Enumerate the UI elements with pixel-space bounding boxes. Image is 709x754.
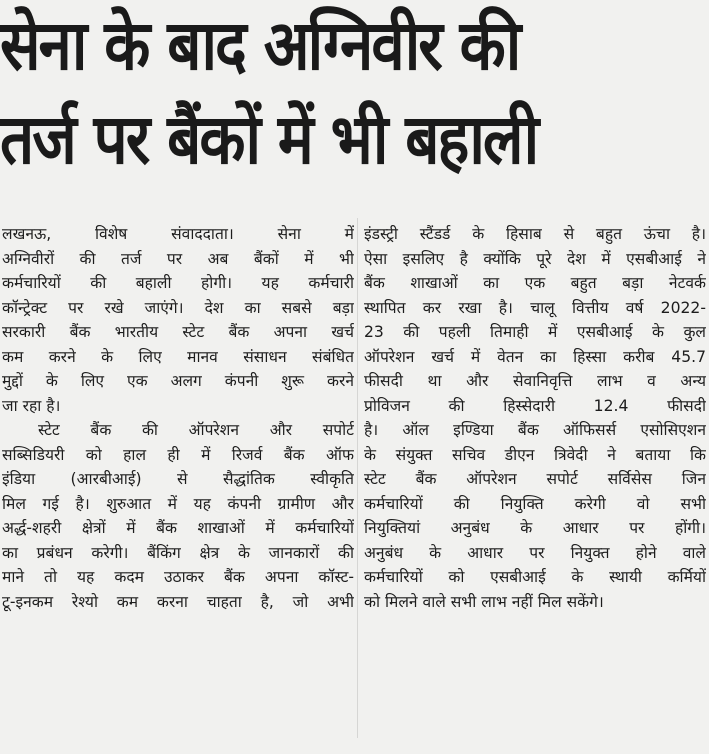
article-line: के संयुक्त सचिव डीएन त्रिवेदी ने बताया कि [364,445,706,464]
article-right-column [364,222,706,614]
article-line: सरकारी बैंक भारतीय स्टेट बैंक अपना खर्च [2,323,354,341]
article-left-column [2,222,354,614]
article-line: माने तो यह कदम उठाकर बैंक अपना कॉस्ट- [2,568,354,586]
article-line: 23 की पहली तिमाही में एसबीआई के कुल [364,323,706,341]
article-line: ऐसा इसलिए है क्योंकि पूरे देश में एसबीआई ने [364,249,706,268]
article-line: है। ऑल इण्डिया बैंक ऑफिसर्स एसोसिएशन [364,421,706,439]
article-line: स्थापित कर रखा है। चालू वित्तीय वर्ष 2022- [364,298,706,317]
column-divider [357,218,358,738]
article-line: टू-इनकम रेश्यो कम करना चाहता है, जो अभी [2,592,354,611]
article-line: कॉन्ट्रेक्ट पर रखे जाएंगे। देश का सबसे बड़ा [2,298,354,317]
article-line: इंडिया (आरबीआई) से सैद्धांतिक स्वीकृति [2,470,354,488]
article-line: नियुक्तियां अनुबंध के आधार पर होंगी। [364,519,706,537]
article-line: कर्मचारियों की नियुक्ति करेगी वो सभी [364,494,706,513]
article-line: फीसदी था और सेवानिवृत्ति लाभ व अन्य [364,372,706,390]
article-line: अर्द्ध-शहरी क्षेत्रों में बैंक शाखाओं में कर्मचारियों [2,519,354,537]
article-line: का प्रबंधन करेगी। बैंकिंग क्षेत्र के जानकारों की [2,543,354,562]
article-line: बैंक शाखाओं का एक बहुत बड़ा नेटवर्क [364,274,706,292]
article-line: स्टेट बैंक ऑपरेशन सपोर्ट सर्विसेस जिन [364,470,706,488]
article-line: लखनऊ, विशेष संवाददाता। सेना में [2,225,354,243]
article-line: स्टेट बैंक की ऑपरेशन और सपोर्ट [38,421,354,439]
headline-line-2: तर्ज पर बैंकों में भी बहाली [0,99,538,181]
article-line: प्रोविजन की हिस्सेदारी 12.4 फीसदी [364,396,706,415]
article-line: कम करने के लिए मानव संसाधन संबंधित [2,347,354,366]
article-line: अनुबंध के आधार पर नियुक्त होने वाले [364,543,706,562]
article-line: अग्निवीरों की तर्ज पर अब बैंकों में भी [2,249,354,268]
article-line: को मिलने वाले सभी लाभ नहीं मिल सकेंगे। [364,592,604,611]
article-line: कर्मचारियों को एसबीआई के स्थायी कर्मियों [364,568,706,586]
article-line: इंडस्ट्री स्टैंडर्ड के हिसाब से बहुत ऊंचा है। [364,225,706,243]
article-line: कर्मचारियों की बहाली होगी। यह कर्मचारी [2,274,354,292]
article-line: सब्सिडियरी को हाल ही में रिजर्व बैंक ऑफ [2,445,354,464]
article-line: मिल गई है। शुरुआत में यह कंपनी ग्रामीण और [2,494,354,513]
article-line: मुद्दों के लिए एक अलग कंपनी शुरू करने [2,372,354,390]
article-line: ऑपरेशन खर्च में वेतन का हिस्सा करीब 45.7 [364,347,706,366]
headline [0,0,709,181]
headline-line-1: सेना के बाद अग्निवीर की [0,5,520,87]
article-line: जा रहा है। [2,396,61,415]
